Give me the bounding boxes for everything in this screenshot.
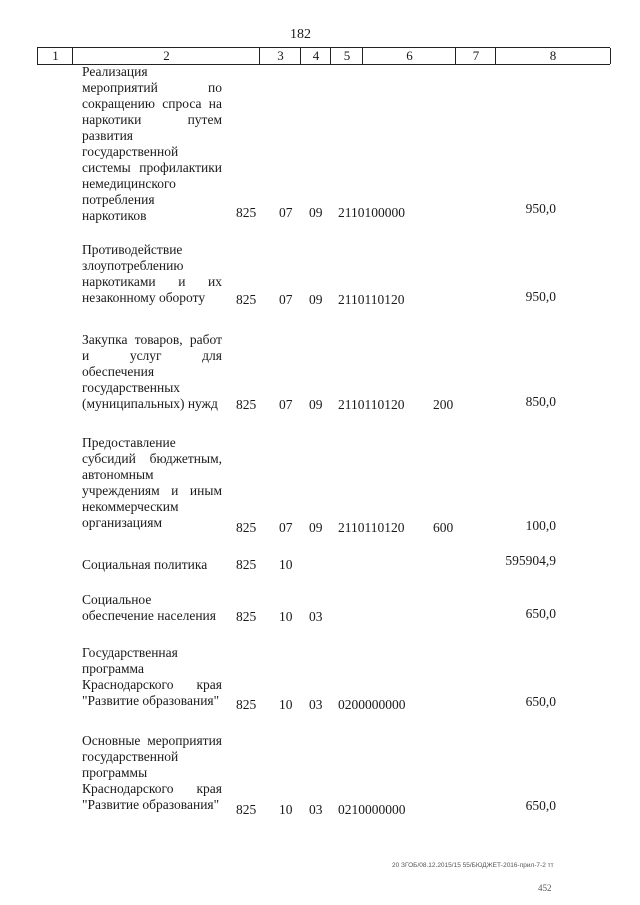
cell-col-5: 03	[309, 609, 323, 624]
cell-col-5: 03	[309, 697, 323, 712]
cell-col-8: 650,0	[525, 798, 556, 813]
cell-col-3: 825	[236, 609, 257, 624]
cell-col-3: 825	[236, 557, 257, 572]
page-number: 182	[290, 27, 311, 42]
cell-col-8: 595904,9	[505, 553, 556, 568]
header-col-3: 3	[259, 48, 301, 64]
header-col-6: 6	[362, 48, 456, 64]
row-description: Противодействие злоупотреблению наркотиками и их незаконному обороту	[82, 242, 222, 305]
cell-col-6: 2110110120	[338, 520, 405, 535]
header-col-8: 8	[495, 48, 611, 64]
cell-col-6: 2110100000	[338, 205, 405, 220]
row-description: Закупка товаров, работ и услуг для обеспечения государственных (муниципальных) нужд	[82, 332, 222, 411]
row-description: Социальное обеспечение населения	[82, 592, 216, 623]
cell-col-6: 2110110120	[338, 292, 405, 307]
cell-col-6: 2110110120	[338, 397, 405, 412]
cell-col-4: 10	[279, 609, 293, 624]
row-description: Социальная политика	[82, 557, 208, 572]
cell-col-8: 950,0	[525, 201, 556, 216]
cell-col-5: 03	[309, 802, 323, 817]
cell-col-3: 825	[236, 802, 257, 817]
cell-col-7: 600	[433, 520, 454, 535]
row-description: Основные мероприятия государственной программы Краснодарского края "Развитие образования"	[82, 733, 222, 812]
table-header	[37, 47, 610, 65]
row-description: Предоставление субсидий бюджетным, автономным учреждениям и иным некоммерческим организациям	[82, 435, 222, 530]
footer-page-number: 452	[538, 883, 552, 893]
cell-col-8: 650,0	[525, 694, 556, 709]
row-description: Государственная программа Краснодарского края "Развитие образования"	[82, 645, 222, 708]
header-col-1: 1	[37, 48, 73, 64]
cell-col-7: 200	[433, 397, 454, 412]
cell-col-6: 0210000000	[338, 802, 406, 817]
cell-col-8: 100,0	[525, 518, 556, 533]
cell-col-8: 950,0	[525, 289, 556, 304]
document-footer: 20 ЗГОБ/08.12.2015/15 55/БЮДЖЕТ-2016-прил-7-2 тт	[392, 862, 554, 869]
cell-col-4: 10	[279, 557, 293, 572]
header-col-7: 7	[455, 48, 496, 64]
cell-col-3: 825	[236, 205, 257, 220]
cell-col-5: 09	[309, 397, 323, 412]
header-col-2: 2	[72, 48, 260, 64]
header-col-4: 4	[300, 48, 331, 64]
cell-col-3: 825	[236, 397, 257, 412]
cell-col-6: 0200000000	[338, 697, 406, 712]
row-description: Реализация мероприятий по сокращению спроса на наркотики путем развития государственной системы профилактики немедицинского потребления наркотиков	[82, 64, 222, 223]
cell-col-4: 07	[279, 205, 293, 220]
cell-col-4: 07	[279, 292, 293, 307]
cell-col-4: 07	[279, 397, 293, 412]
cell-col-3: 825	[236, 520, 257, 535]
cell-col-3: 825	[236, 292, 257, 307]
cell-col-3: 825	[236, 697, 257, 712]
cell-col-4: 10	[279, 802, 293, 817]
cell-col-5: 09	[309, 292, 323, 307]
header-col-5: 5	[330, 48, 363, 64]
cell-col-5: 09	[309, 520, 323, 535]
cell-col-4: 07	[279, 520, 293, 535]
cell-col-5: 09	[309, 205, 323, 220]
cell-col-8: 850,0	[525, 394, 556, 409]
cell-col-8: 650,0	[525, 606, 556, 621]
cell-col-4: 10	[279, 697, 293, 712]
